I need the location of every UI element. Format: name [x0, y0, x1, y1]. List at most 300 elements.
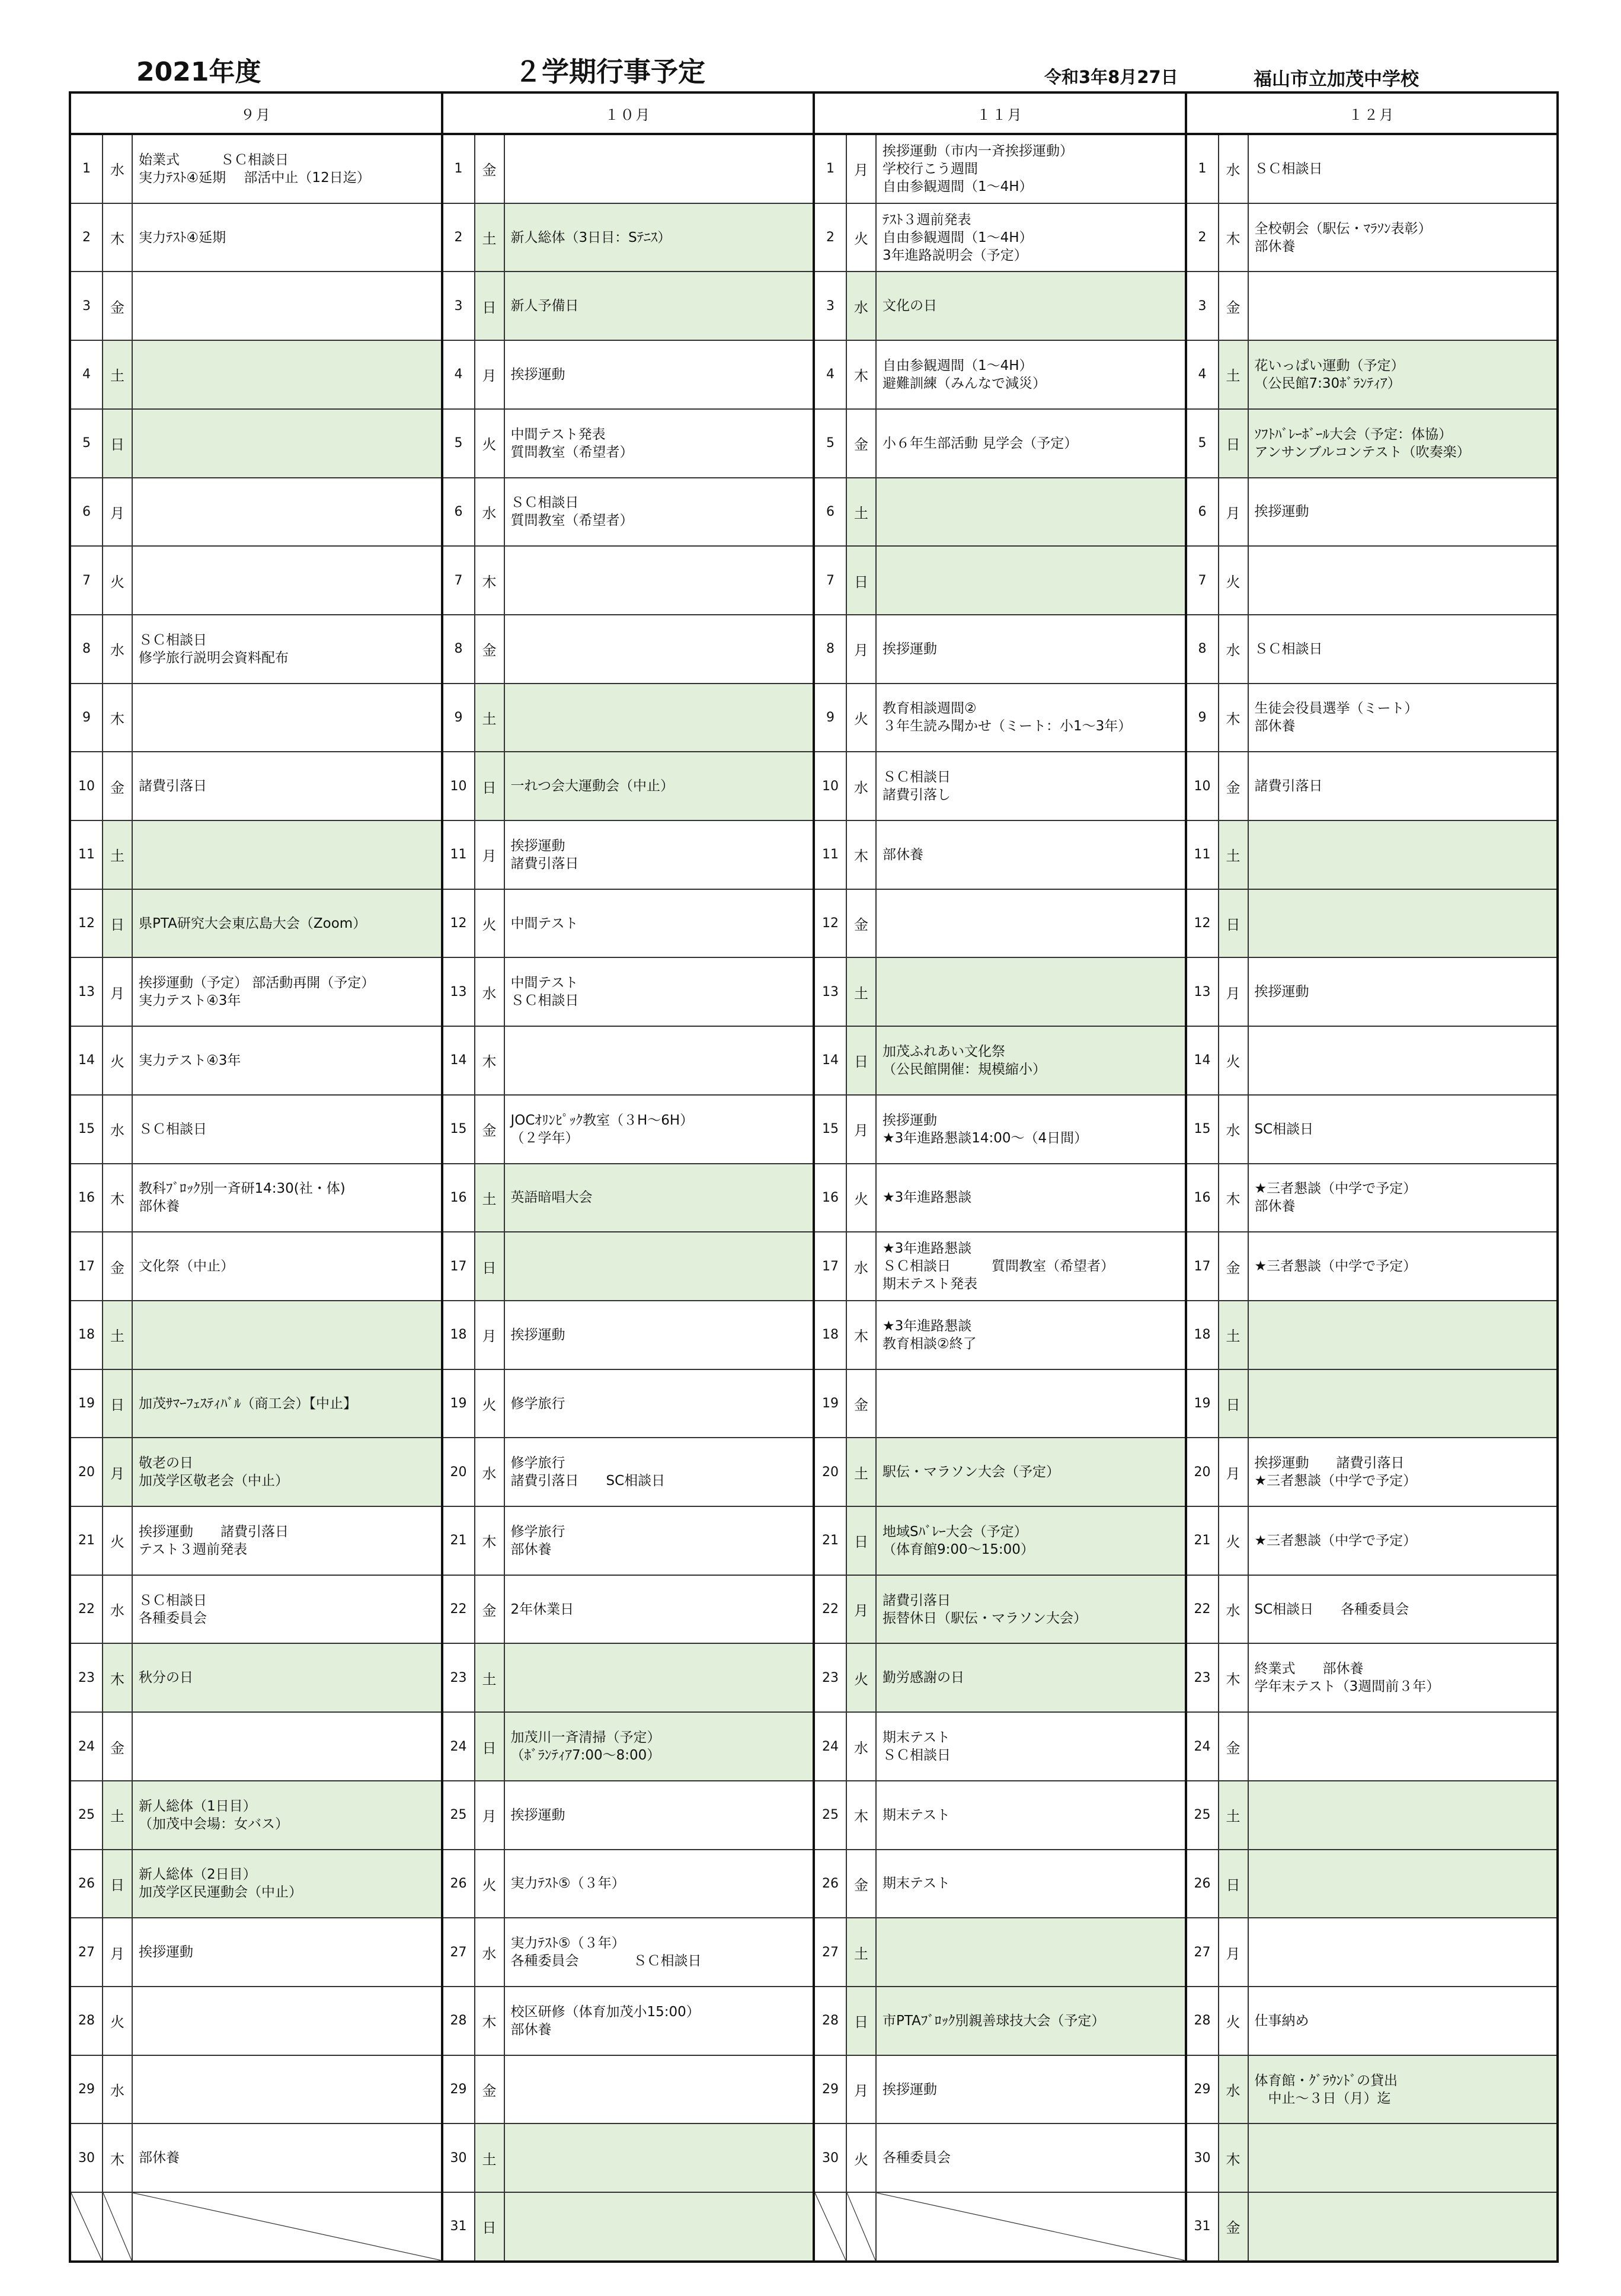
day-number: 27	[1187, 1918, 1219, 1986]
event-text: 部休養	[139, 2150, 180, 2166]
event-text: 実力テスト④3年	[139, 1052, 241, 1068]
weekday: 水	[103, 1096, 133, 1163]
event-text: 挨拶運動 諸費引落日 テスト３週前発表	[139, 1524, 289, 1557]
weekday: 日	[103, 1370, 133, 1438]
weekday: 土	[475, 1164, 505, 1232]
day-number: 13	[815, 958, 847, 1026]
day-row	[71, 1507, 441, 1576]
weekday: 月	[103, 1918, 133, 1986]
event-text: 校区研修（体育加茂小15:00） 部休養	[510, 2004, 700, 2038]
event-text: 駅伝・マラソン大会（予定）	[877, 1438, 1185, 1506]
day-number: 14	[443, 1027, 475, 1094]
weekday: 月	[1219, 1918, 1249, 1986]
day-row	[1187, 204, 1557, 273]
day-number: 22	[443, 1576, 475, 1643]
day-row	[815, 2124, 1185, 2193]
day-row	[815, 1370, 1185, 1439]
event-text	[877, 1918, 1185, 1986]
weekday: 木	[475, 1027, 505, 1094]
day-row	[443, 684, 813, 753]
weekday: 水	[1219, 615, 1249, 683]
event-text	[133, 341, 441, 408]
event-text	[877, 478, 1185, 546]
weekday: 金	[1219, 2193, 1249, 2260]
weekday: 土	[847, 1918, 877, 1986]
event-text: 敬老の日 加茂学区敬老会（中止）	[133, 1438, 441, 1506]
weekday: 日	[103, 410, 133, 477]
day-row	[71, 410, 441, 478]
weekday: 金	[103, 752, 133, 820]
day-row	[1187, 1918, 1557, 1987]
event-text: 教育相談週間② ３年生読み聞かせ（ミート：小1～3年）	[883, 701, 1132, 735]
weekday: 日	[475, 1232, 505, 1300]
weekday: 日	[475, 752, 505, 820]
day-number: 27	[71, 1918, 103, 1986]
day-row	[443, 135, 813, 204]
event-text: ＳＣ相談日	[1254, 641, 1323, 657]
day-number: 18	[443, 1301, 475, 1369]
event-text	[1249, 1301, 1557, 1369]
day-number: 7	[1187, 547, 1219, 614]
event-text: ＳＣ相談日	[1254, 161, 1323, 177]
day-row	[443, 1096, 813, 1164]
event-text: ＳＣ相談日 質問教室（希望者）	[510, 495, 634, 529]
day-row	[815, 615, 1185, 684]
event-text	[505, 547, 813, 614]
weekday: 月	[1219, 478, 1249, 546]
day-number: 8	[1187, 615, 1219, 683]
day-number: 4	[1187, 341, 1219, 408]
weekday: 月	[1219, 958, 1249, 1026]
event-text: 期末テスト	[883, 1807, 951, 1823]
day-number: 12	[71, 890, 103, 957]
day-row	[443, 615, 813, 684]
weekday: 土	[847, 958, 877, 1026]
day-row	[815, 1918, 1185, 1987]
weekday: 土	[1219, 341, 1249, 408]
event-text: ★3年進路懇談 教育相談②終了	[883, 1318, 977, 1352]
day-number: 29	[815, 2056, 847, 2123]
day-number: 22	[1187, 1576, 1219, 1643]
event-text	[133, 1987, 441, 2055]
day-number: 20	[815, 1438, 847, 1506]
day-row	[443, 1781, 813, 1850]
event-text	[1249, 821, 1557, 889]
weekday: 水	[847, 1713, 877, 1780]
day-row	[443, 1370, 813, 1439]
day-row	[71, 1644, 441, 1713]
day-number: 4	[71, 341, 103, 408]
day-row	[71, 547, 441, 615]
day-number: 28	[815, 1987, 847, 2055]
day-number: 18	[71, 1301, 103, 1369]
weekday: 月	[847, 615, 877, 683]
day-row	[815, 1164, 1185, 1233]
day-row	[443, 1438, 813, 1507]
day-row	[443, 958, 813, 1027]
day-row	[815, 341, 1185, 410]
month-header: １２月	[1187, 94, 1557, 135]
event-text	[877, 547, 1185, 614]
event-text: 期末テスト ＳＣ相談日	[883, 1730, 951, 1764]
weekday: 火	[847, 1164, 877, 1232]
weekday: 水	[103, 2056, 133, 2123]
day-row	[71, 204, 441, 273]
weekday: 月	[847, 1576, 877, 1643]
weekday: 土	[475, 204, 505, 272]
day-row	[71, 1232, 441, 1301]
event-text: 挨拶運動	[1254, 504, 1309, 520]
weekday: 土	[847, 478, 877, 546]
day-number: 8	[815, 615, 847, 683]
day-number: 26	[71, 1850, 103, 1918]
day-number: 3	[443, 272, 475, 340]
event-text: 実力ﾃｽﾄ⑤（３年）	[510, 1876, 625, 1892]
event-text	[505, 684, 813, 752]
weekday: 火	[847, 204, 877, 272]
event-text: 各種委員会	[883, 2150, 951, 2166]
day-row	[1187, 1164, 1557, 1233]
day-number: 25	[1187, 1781, 1219, 1849]
day-row	[443, 1301, 813, 1370]
weekday: 木	[475, 1987, 505, 2055]
day-number: 26	[1187, 1850, 1219, 1918]
day-number: 13	[443, 958, 475, 1026]
day-number: 1	[1187, 135, 1219, 203]
day-number: 15	[815, 1096, 847, 1163]
weekday	[103, 2193, 133, 2260]
day-row	[815, 1644, 1185, 1713]
day-row	[815, 1850, 1185, 1919]
weekday: 木	[1219, 204, 1249, 272]
day-row	[815, 135, 1185, 204]
day-row	[1187, 2124, 1557, 2193]
day-row	[71, 1781, 441, 1850]
weekday: 木	[103, 1164, 133, 1232]
event-text: 挨拶運動	[510, 1807, 565, 1823]
day-number: 27	[815, 1918, 847, 1986]
month-column	[1187, 94, 1557, 2260]
weekday: 木	[847, 1781, 877, 1849]
weekday: 火	[475, 1850, 505, 1918]
event-text: 小６年生部活動 見学会（予定）	[883, 435, 1078, 451]
event-text	[133, 478, 441, 546]
weekday: 木	[475, 1507, 505, 1575]
event-text: 地域Sﾊﾞﾚｰ大会（予定） （体育館9:00～15:00）	[877, 1507, 1185, 1575]
weekday: 金	[1219, 272, 1249, 340]
day-row	[71, 1713, 441, 1781]
day-row	[443, 410, 813, 478]
weekday: 月	[1219, 1438, 1249, 1506]
weekday: 月	[475, 1301, 505, 1369]
day-number: 15	[443, 1096, 475, 1163]
day-row	[71, 821, 441, 890]
weekday: 火	[1219, 1507, 1249, 1575]
day-row	[815, 958, 1185, 1027]
day-number: 11	[815, 821, 847, 889]
day-row	[815, 684, 1185, 753]
weekday: 木	[103, 204, 133, 272]
day-number: 11	[1187, 821, 1219, 889]
day-row	[1187, 2193, 1557, 2260]
weekday: 土	[103, 821, 133, 889]
weekday: 木	[847, 821, 877, 889]
day-number: 6	[71, 478, 103, 546]
weekday: 土	[1219, 1301, 1249, 1369]
day-number: 16	[71, 1164, 103, 1232]
event-text	[133, 2056, 441, 2123]
event-text: 挨拶運動	[510, 1327, 565, 1343]
event-text: 仕事納め	[1254, 2013, 1309, 2029]
month-column	[443, 94, 816, 2260]
event-text	[505, 135, 813, 203]
day-number	[71, 2193, 103, 2260]
event-text	[1249, 1781, 1557, 1849]
weekday: 土	[475, 2124, 505, 2192]
month-header: １０月	[443, 94, 813, 135]
day-row	[815, 204, 1185, 273]
weekday: 金	[1219, 1232, 1249, 1300]
weekday: 日	[847, 1507, 877, 1575]
weekday: 土	[103, 1781, 133, 1849]
day-row	[815, 2056, 1185, 2125]
calendar-table	[69, 91, 1559, 2263]
event-text: 期末テスト	[883, 1876, 951, 1892]
day-number: 7	[443, 547, 475, 614]
weekday: 木	[103, 2124, 133, 2192]
day-number: 16	[443, 1164, 475, 1232]
weekday: 火	[103, 1987, 133, 2055]
day-number: 29	[443, 2056, 475, 2123]
event-text	[133, 410, 441, 477]
diagonal-strike	[71, 2193, 102, 2260]
day-row	[443, 1918, 813, 1987]
day-row	[71, 1987, 441, 2056]
day-row	[815, 1713, 1185, 1781]
weekday: 土	[847, 1438, 877, 1506]
day-number: 9	[71, 684, 103, 752]
day-number: 6	[815, 478, 847, 546]
event-text: ＳＣ相談日 各種委員会	[139, 1592, 207, 1626]
day-number: 16	[1187, 1164, 1219, 1232]
event-text	[1249, 890, 1557, 957]
weekday: 月	[847, 2056, 877, 2123]
event-text: 文化の日	[877, 272, 1185, 340]
day-row	[1187, 478, 1557, 547]
event-text: ★三者懇談（中学で予定）	[1254, 1259, 1417, 1275]
event-text: ＳＣ相談日	[139, 1121, 207, 1137]
event-text: 諸費引落日 振替休日（駅伝・マラソン大会）	[877, 1576, 1185, 1643]
event-text: SC相談日 各種委員会	[1254, 1601, 1409, 1617]
event-text: 挨拶運動	[510, 366, 565, 382]
weekday: 月	[103, 1438, 133, 1506]
weekday: 水	[475, 958, 505, 1026]
day-number: 20	[443, 1438, 475, 1506]
day-row	[1187, 1781, 1557, 1850]
weekday: 火	[103, 1507, 133, 1575]
day-row	[443, 341, 813, 410]
event-text: 全校朝会（駅伝・ﾏﾗｿﾝ表彰） 部休養	[1254, 221, 1432, 254]
weekday: 水	[1219, 1096, 1249, 1163]
weekday: 日	[103, 890, 133, 957]
day-number: 29	[71, 2056, 103, 2123]
weekday: 木	[1219, 684, 1249, 752]
day-number: 9	[815, 684, 847, 752]
day-row	[71, 615, 441, 684]
day-row	[71, 752, 441, 821]
day-number: 17	[1187, 1232, 1219, 1300]
event-text: ＳＣ相談日 諸費引落し	[883, 769, 951, 803]
event-text	[505, 615, 813, 683]
weekday: 水	[847, 272, 877, 340]
day-row	[443, 1027, 813, 1096]
day-row	[815, 1507, 1185, 1576]
event-text: ＳＣ相談日 修学旅行説明会資料配布	[139, 632, 289, 666]
month-header: ９月	[71, 94, 441, 135]
day-row	[443, 547, 813, 615]
day-number: 7	[815, 547, 847, 614]
event-text	[505, 2124, 813, 2192]
day-number: 14	[1187, 1027, 1219, 1094]
day-row	[1187, 1027, 1557, 1096]
event-text: 勤労感謝の日	[877, 1644, 1185, 1711]
day-number: 5	[1187, 410, 1219, 477]
weekday: 日	[103, 1850, 133, 1918]
weekday: 木	[103, 1644, 133, 1711]
weekday: 金	[1219, 752, 1249, 820]
weekday: 火	[1219, 1027, 1249, 1094]
day-number: 20	[71, 1438, 103, 1506]
day-number: 10	[1187, 752, 1219, 820]
weekday: 金	[847, 1850, 877, 1918]
weekday: 金	[475, 135, 505, 203]
weekday: 水	[1219, 2056, 1249, 2123]
event-text: 2年休業日	[510, 1601, 574, 1617]
day-number: 2	[443, 204, 475, 272]
day-number: 19	[443, 1370, 475, 1438]
day-number: 9	[1187, 684, 1219, 752]
day-number: 26	[443, 1850, 475, 1918]
weekday: 土	[1219, 821, 1249, 889]
day-row	[1187, 1850, 1557, 1919]
day-number: 12	[815, 890, 847, 957]
weekday	[847, 2193, 877, 2260]
day-row	[1187, 1232, 1557, 1301]
diagonal-strike	[133, 2193, 441, 2260]
event-text	[1249, 2193, 1557, 2260]
event-text: 諸費引落日	[139, 778, 207, 794]
day-number: 11	[443, 821, 475, 889]
event-text: 新人総体（2日目） 加茂学区民運動会（中止）	[133, 1850, 441, 1918]
weekday: 火	[1219, 1987, 1249, 2055]
blank-row	[71, 2193, 441, 2260]
day-number: 15	[71, 1096, 103, 1163]
day-row	[1187, 1096, 1557, 1164]
weekday: 金	[103, 1713, 133, 1780]
day-row	[71, 1370, 441, 1439]
day-number: 14	[71, 1027, 103, 1094]
weekday: 土	[475, 1644, 505, 1711]
event-text: 中間テスト	[510, 915, 578, 931]
day-number: 13	[1187, 958, 1219, 1026]
weekday: 木	[847, 341, 877, 408]
day-number: 1	[71, 135, 103, 203]
day-number: 6	[1187, 478, 1219, 546]
event-text: 終業式 部休養 学年末テスト（3週間前３年）	[1254, 1661, 1440, 1695]
event-text	[1249, 1850, 1557, 1918]
day-number: 30	[815, 2124, 847, 2192]
day-row	[443, 1987, 813, 2056]
weekday: 金	[1219, 1713, 1249, 1780]
weekday: 火	[475, 410, 505, 477]
weekday: 水	[1219, 1576, 1249, 1643]
event-text: 県PTA研究大会東広島大会（Zoom）	[133, 890, 441, 957]
weekday: 水	[103, 135, 133, 203]
diagonal-strike	[877, 2193, 1185, 2260]
day-number: 30	[1187, 2124, 1219, 2192]
day-row	[443, 272, 813, 341]
weekday: 日	[847, 1027, 877, 1094]
day-row	[815, 1438, 1185, 1507]
weekday: 木	[1219, 1644, 1249, 1711]
event-text	[133, 272, 441, 340]
day-number: 4	[443, 341, 475, 408]
day-number: 10	[71, 752, 103, 820]
day-row	[815, 478, 1185, 547]
event-text: ﾃｽﾄ３週前発表 自由参観週間（1～4H） 3年進路説明会（予定）	[883, 212, 1033, 263]
day-number: 13	[71, 958, 103, 1026]
event-text: ★三者懇談（中学で予定） 部休養	[1254, 1181, 1417, 1215]
day-row	[443, 1164, 813, 1233]
day-row	[815, 1301, 1185, 1370]
diagonal-strike	[815, 2193, 846, 2260]
weekday: 月	[847, 135, 877, 203]
day-row	[71, 341, 441, 410]
weekday: 日	[475, 2193, 505, 2260]
event-text: 生徒会役員選挙（ミート） 部休養	[1254, 701, 1418, 735]
day-number: 21	[815, 1507, 847, 1575]
day-number: 20	[1187, 1438, 1219, 1506]
event-text: 挨拶運動 ★3年進路懇談14:00～（4日間）	[883, 1112, 1088, 1146]
day-number: 21	[1187, 1507, 1219, 1575]
day-row	[443, 1644, 813, 1713]
diagonal-strike	[847, 2193, 875, 2260]
event-text: 挨拶運動 諸費引落日	[510, 838, 579, 871]
day-number: 18	[815, 1301, 847, 1369]
day-row	[71, 272, 441, 341]
weekday: 木	[1219, 2124, 1249, 2192]
day-row	[815, 890, 1185, 959]
day-number: 30	[71, 2124, 103, 2192]
day-row	[71, 1850, 441, 1919]
day-number: 19	[71, 1370, 103, 1438]
day-number: 3	[1187, 272, 1219, 340]
day-row	[815, 1232, 1185, 1301]
event-text	[505, 2056, 813, 2123]
weekday: 火	[475, 1370, 505, 1438]
day-number: 22	[71, 1576, 103, 1643]
day-row	[1187, 752, 1557, 821]
event-text: 挨拶運動 諸費引落日 ★三者懇談（中学で予定）	[1254, 1455, 1417, 1489]
fiscal-year: 2021年度	[136, 57, 261, 87]
day-number: 22	[815, 1576, 847, 1643]
weekday: 火	[103, 1027, 133, 1094]
event-text: 挨拶運動	[883, 2081, 937, 2097]
day-number: 29	[1187, 2056, 1219, 2123]
issue-date: 令和3年8月27日	[1044, 67, 1178, 87]
day-row	[443, 890, 813, 959]
day-row	[815, 272, 1185, 341]
